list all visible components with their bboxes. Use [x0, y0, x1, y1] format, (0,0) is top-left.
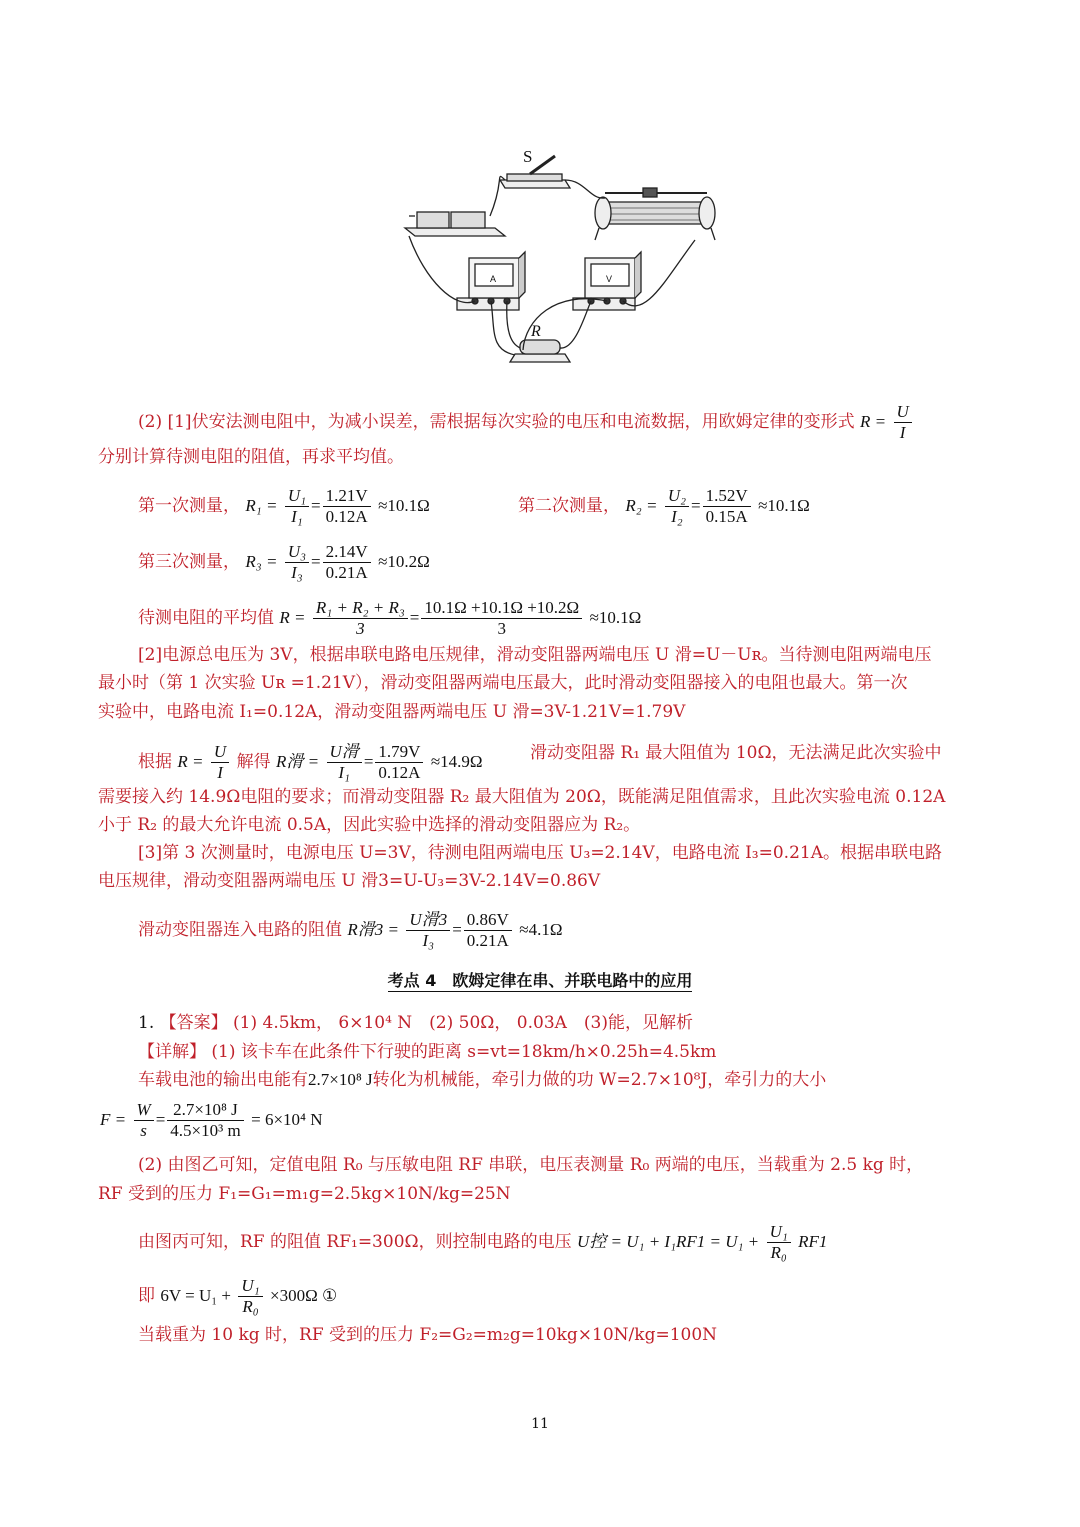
control-voltage	[138, 1222, 827, 1263]
e-d: R₀	[242, 1297, 259, 1316]
r-mid: 解得	[236, 752, 271, 772]
sec2-para2d: 滑动变阻器 R₁ 最大阻值为 10Ω，无法满足此次实验中	[530, 743, 942, 763]
m1-lhs: R₁ =	[245, 496, 278, 515]
formula-r-lhs: R =	[859, 412, 887, 431]
s-d2: 0.21A	[466, 931, 509, 950]
section-heading	[0, 968, 1080, 991]
avg-n1: R₁ + R₂ + R₃	[313, 598, 408, 619]
q1-answer	[138, 1012, 693, 1034]
c-tail: RF1	[798, 1232, 828, 1251]
m3-frac1	[285, 542, 309, 583]
s-lhs: R滑3 =	[347, 920, 400, 939]
e-tail: ×300Ω ①	[270, 1286, 338, 1305]
q1-number: 1.	[138, 1013, 155, 1033]
c-label: 由图丙可知，RF 的阻值 RF₁=300Ω，则控制电路的电压	[138, 1232, 572, 1252]
m1-n2: 1.21V	[323, 486, 371, 507]
f-n2: 2.7×10⁸ J	[167, 1100, 243, 1121]
r-n1: U	[211, 742, 229, 763]
avg-frac2	[421, 598, 582, 639]
e-label: 即	[138, 1286, 155, 1306]
m1-d2: 0.12A	[325, 507, 368, 526]
r-d1: I	[217, 763, 223, 782]
formula-u-over-i	[894, 402, 912, 443]
answer-tag: 【答案】	[159, 1013, 228, 1033]
s-n2: 0.86V	[464, 910, 512, 931]
measure-3: 第三次测量， R₃ = $\frac{\text{U₃}}{\text{I₃}}$ = $\frac{2.14V}{0.21A}$ ≈10.2Ω	[138, 542, 430, 582]
sec2-para2e: 需要接入约 14.9Ω电阻的要求；而滑动变阻器 R₂ 最大阻值为 20Ω，既能满足阻值需求，且此次实验电流 0.12A	[98, 787, 946, 807]
f-frac2	[167, 1100, 243, 1141]
q1-para2a: (2) 由图乙可知，定值电阻 R₀ 与压敏电阻 RF 串联，电压表测量 R₀ 两端的电压，当载重为 2.5 kg 时，	[138, 1155, 924, 1175]
f-lhs: F =	[100, 1110, 127, 1129]
m3-frac2	[323, 542, 371, 583]
r-d2: I₁	[338, 763, 350, 782]
sec2-para2c: 实验中，电路电流 I₁=0.12A，滑动变阻器两端电压 U 滑=3V-1.21V=1.79V	[98, 702, 686, 722]
m2-n2: 1.52V	[703, 486, 751, 507]
m3-lhs: R₃ =	[245, 552, 278, 571]
avg-d1: 3	[356, 619, 365, 638]
rheostat-calc: 根据 R = $\frac{U}{I}$ 解得 R滑 = $\frac{\text{U滑}}{\text{I₁}}$ = $\frac{1.79V}{0.12A}$ ≈14.9Ω	[138, 742, 483, 782]
page-number: 11	[531, 1416, 549, 1432]
avg-label: 待测电阻的平均值	[138, 608, 274, 628]
e-frac	[238, 1276, 262, 1317]
m1-result: ≈10.1Ω	[378, 496, 430, 515]
s-frac1	[406, 910, 450, 951]
heading-text: 考点 4 欧姆定律在串、并联电路中的应用	[387, 971, 693, 990]
r-frac2	[327, 742, 362, 783]
r-label: 根据	[138, 752, 172, 772]
sec2-para3a: [3]第 3 次测量时，电源电压 U=3V，待测电阻两端电压 U₃=2.14V，电路电流 I₃=0.21A。根据串联电路	[138, 843, 942, 863]
r-n2: U滑	[327, 742, 362, 763]
circuit-diagram	[395, 140, 735, 375]
q1-detail	[138, 1041, 716, 1063]
resistor-label: R	[531, 323, 541, 340]
measure-1: 第一次测量， R₁ = $\frac{\text{U₁}}{\text{I₁}}$ = $\frac{1.21V}{0.12A}$ ≈10.1Ω	[138, 486, 430, 526]
m1-d1: I₁	[291, 507, 303, 526]
q1-para2b: RF 受到的压力 F₁=G₁=m₁g=2.5kg×10N/kg=25N	[98, 1184, 511, 1204]
s-n1: U滑3	[406, 910, 450, 931]
r-lhs: R =	[177, 752, 204, 771]
m2-label: 第二次测量，	[518, 496, 620, 516]
detail-text: (1) 该卡车在此条件下行驶的距离 s=vt=18km/h×0.25h=4.5km	[211, 1042, 717, 1062]
m3-n2: 2.14V	[323, 542, 371, 563]
f-frac1	[134, 1100, 154, 1141]
e-n: U₁	[238, 1276, 262, 1297]
avg-lhs: R =	[279, 608, 306, 627]
s-label: 滑动变阻器连入电路的阻值	[138, 920, 342, 940]
energy-b: 2.7×10⁸ J	[308, 1070, 373, 1089]
detail-tag: 【详解】	[138, 1042, 206, 1062]
f-den: I	[899, 423, 906, 442]
m3-label: 第三次测量，	[138, 552, 240, 572]
r-frac3	[375, 742, 423, 783]
avg-n2: 10.1Ω +10.1Ω +10.2Ω	[421, 598, 582, 619]
sec2-para2b: 最小时（第 1 次实验 Uʀ =1.21V），滑动变阻器两端电压最大，此时滑动变阻器接入的电阻也最大。第一次	[98, 673, 908, 693]
f-d2: 4.5×10³ m	[170, 1121, 241, 1140]
m3-d1: I₃	[291, 563, 303, 582]
m2-d1: I₂	[671, 507, 683, 526]
sec2-p1a-text: (2) [1]伏安法测电阻中，为减小误差，需根据每次实验的电压和电流数据，用欧姆定律的变形式	[138, 412, 855, 432]
r-lhs2: R滑 =	[276, 752, 320, 771]
m3-result: ≈10.2Ω	[378, 552, 430, 571]
avg-d2: 3	[497, 619, 506, 638]
switch-label: S	[523, 147, 533, 166]
c-d: R₀	[770, 1243, 787, 1262]
sec2-para3b: 电压规律，滑动变阻器两端电压 U 滑3=U-U₃=3V-2.14V=0.86V	[98, 871, 601, 891]
c-frac	[767, 1222, 791, 1263]
m2-result: ≈10.1Ω	[758, 496, 810, 515]
m3-n1: U₃	[285, 542, 309, 563]
f-result: = 6×10⁴ N	[251, 1110, 323, 1129]
c-n: U₁	[767, 1222, 791, 1243]
average-line: 待测电阻的平均值 R = $\frac{\text{R₁ + R₂ + R₃}}{3}$ = $\frac{10.1\Omega +10.1\Omega +10.2\Omega}{3}$ ≈10.1Ω	[138, 598, 642, 638]
m1-n1: U₁	[285, 486, 309, 507]
r-frac1	[211, 742, 229, 783]
sec2-para2f: 小于 R₂ 的最大允许电流 0.5A，因此实验中选择的滑动变阻器应为 R₂。	[98, 815, 641, 835]
c-lhs: U控 = U₁ + I₁RF1 = U₁ +	[577, 1232, 760, 1251]
measure-2: 第二次测量， R₂ = $\frac{\text{U₂}}{\text{I₂}}$ = $\frac{1.52V}{0.15A}$ ≈10.1Ω	[518, 486, 810, 526]
r-result: ≈14.9Ω	[430, 752, 483, 771]
rheostat3-calc: 滑动变阻器连入电路的阻值 R滑3 = $\frac{\text{U滑3}}{\text{I₃}}$ = $\frac{0.86V}{0.21A}$ ≈4.1Ω	[138, 910, 563, 950]
equation-1	[138, 1276, 337, 1317]
m1-frac2	[323, 486, 371, 527]
voltmeter-label: V	[606, 274, 613, 284]
r-n3: 1.79V	[375, 742, 423, 763]
r-d3: 0.12A	[378, 763, 421, 782]
force-calc: F = $\frac{W}{s}$ = $\frac{\text{2.7×10⁸ J}}{\text{4.5×10³ m}}$ = 6×10⁴ N	[100, 1100, 323, 1140]
s-d1: I₃	[422, 931, 435, 950]
sec2-para1b: 分别计算待测电阻的阻值，再求平均值。	[98, 447, 404, 467]
q1-energy	[138, 1069, 826, 1091]
m2-frac1	[665, 486, 689, 527]
ammeter-label: A	[490, 274, 497, 284]
m2-frac2	[703, 486, 751, 527]
m2-lhs: R₂ =	[625, 496, 658, 515]
f-n1: W	[134, 1100, 154, 1121]
sec2-para2a: [2]电源总电压为 3V，根据串联电路电压规律，滑动变阻器两端电压 U 滑=U－Uʀ。当待测电阻两端电压	[138, 645, 932, 665]
avg-result: ≈10.1Ω	[589, 608, 642, 627]
q1-last: 当载重为 10 kg 时，RF 受到的压力 F₂=G₂=m₂g=10kg×10N/kg=100N	[138, 1325, 718, 1345]
f-d1: s	[140, 1121, 147, 1140]
m2-d2: 0.15A	[705, 507, 748, 526]
m2-n1: U₂	[665, 486, 689, 507]
answer-text: (1) 4.5km， 6×10⁴ N (2) 50Ω， 0.03A (3)能，见解析	[233, 1013, 694, 1033]
energy-a: 车载电池的输出电能有	[138, 1070, 308, 1090]
m3-d2: 0.21A	[325, 563, 368, 582]
avg-frac1	[313, 598, 408, 639]
m1-frac1	[285, 486, 309, 527]
f-num: U	[894, 402, 912, 423]
sec2-para1a	[138, 402, 914, 443]
s-frac2	[464, 910, 512, 951]
m1-label: 第一次测量，	[138, 496, 240, 516]
e-lhs: 6V = U₁ +	[160, 1286, 232, 1305]
energy-c: 转化为机械能，牵引力做的功 W=2.7×10⁸J，牵引力的大小	[372, 1070, 827, 1090]
s-result: ≈4.1Ω	[519, 920, 563, 939]
